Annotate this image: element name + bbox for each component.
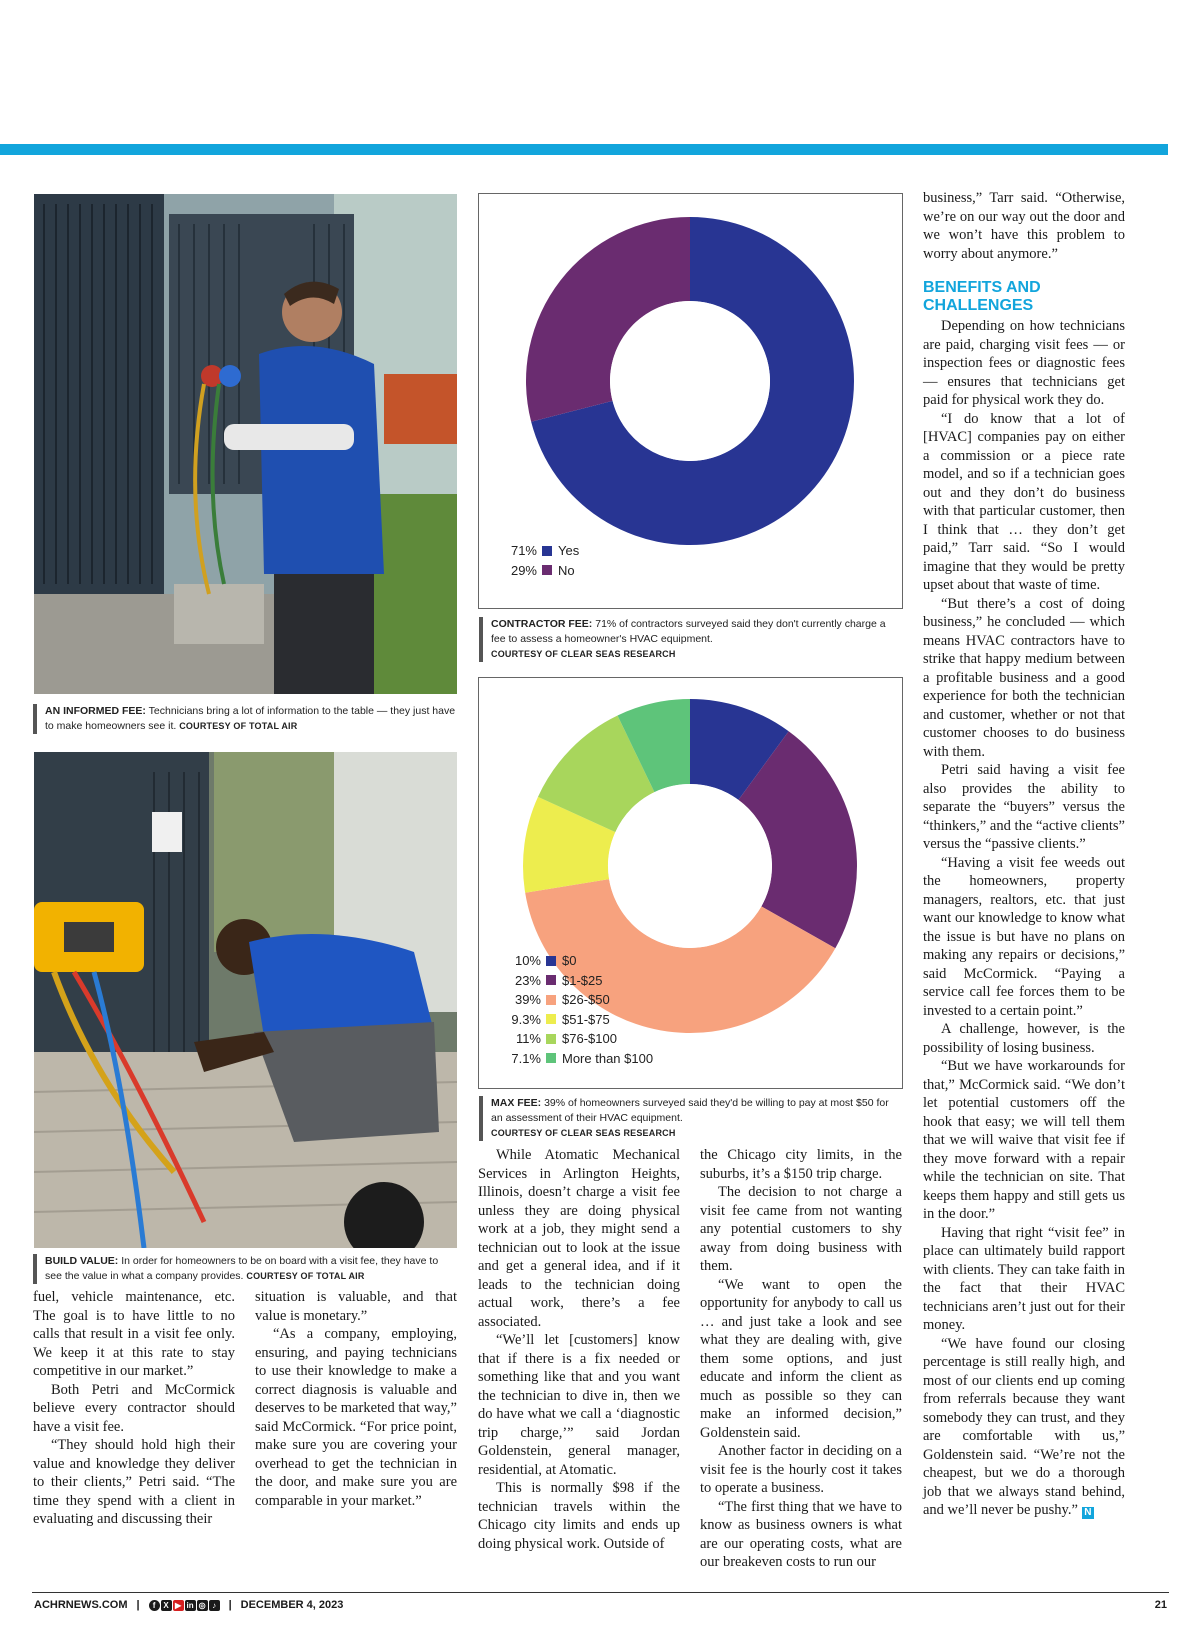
footer-site[interactable]: ACHRNEWS.COM — [34, 1599, 128, 1611]
paragraph: “They should hold high their value and knowledge they deliver to their clients,” Petri said. “The time they spend with a client in evaluating and discussing their — [33, 1437, 235, 1527]
legend-item — [509, 561, 579, 581]
facebook-icon[interactable]: f — [149, 1600, 160, 1611]
photo-technician-kneeling — [34, 752, 457, 1248]
footer-rule — [32, 1592, 1169, 1593]
footer-separator: | — [136, 1599, 140, 1611]
x-icon[interactable]: X — [161, 1600, 172, 1611]
article-column-2 — [255, 1288, 457, 1510]
instagram-icon[interactable]: ◎ — [197, 1600, 208, 1611]
legend-swatch — [546, 956, 556, 966]
legend-percent: 29% — [510, 562, 537, 578]
legend-percent: 11% — [515, 1031, 541, 1047]
legend-item — [505, 1029, 653, 1049]
caption-text: Technicians bring a lot of information to the table — they just have to make homeowners see it. — [45, 705, 456, 732]
caption-text: 71% of contractors surveyed said they don't currently charge a fee to assess a homeowner's HVAC equipment. — [491, 618, 886, 645]
legend-percent: 23% — [514, 972, 541, 988]
chart-caption — [479, 617, 901, 662]
legend-percent: 71% — [510, 543, 537, 559]
paragraph — [923, 1335, 1125, 1520]
page-number: 21 — [1154, 1599, 1167, 1611]
legend-label: No — [558, 562, 575, 578]
caption-lead: BUILD VALUE: — [45, 1255, 119, 1267]
legend-percent: 10% — [514, 953, 541, 969]
legend-swatch — [546, 995, 556, 1005]
paragraph-text: “We have found our closing percentage is still really high, and most of our clients end up coming from referrals because they want somebody they can trust, and they are comfortable with us,” Goldenstein said. “We’re not the cheapest, but we do a thorough job that we always stand behind, and we’ll never be pushy.” — [923, 1335, 1125, 1518]
legend-swatch — [542, 546, 552, 556]
page-footer — [34, 1596, 1167, 1614]
end-mark-icon: N — [1082, 1507, 1094, 1519]
legend-item — [505, 951, 653, 971]
caption-lead: AN INFORMED FEE: — [45, 705, 146, 717]
legend-label: $1-$25 — [562, 972, 603, 988]
caption-lead: MAX FEE: — [491, 1097, 542, 1109]
paragraph: fuel, vehicle maintenance, etc. The goal is to have little to no calls that result in a visit fee only. We keep it at this rate to stay competitive in our market.” — [33, 1289, 235, 1379]
legend-percent: 39% — [514, 992, 541, 1008]
caption-credit: COURTESY OF TOTAL AIR — [246, 1271, 365, 1281]
chart-contractor-fee — [478, 193, 903, 609]
photo-caption — [33, 1254, 457, 1284]
legend-label: Yes — [558, 543, 580, 559]
legend-item — [509, 541, 579, 561]
caption-credit: COURTESY OF CLEAR SEAS RESEARCH — [491, 1128, 676, 1138]
youtube-icon[interactable]: ▶ — [173, 1600, 184, 1611]
paragraph: “We’ll let [customers] know that if there is a fix needed or something like that and you want the technician to dive in, then we do have what we call a ‘diagnostic trip charge,’” said Jordan Goldenstein, general manager, residential, at Atomatic. — [478, 1332, 680, 1478]
paragraph: While Atomatic Mechanical Services in Arlington Heights, Illinois, doesn’t charge a visit fee unless they are doing physical work at a job, they might send a technician out to look at the issue and get a general idea, and if it leads to the technician doing actual work, there’s a fee associated. — [478, 1147, 680, 1330]
legend-swatch — [546, 1053, 556, 1063]
legend-item — [505, 971, 653, 991]
paragraph: “Having a visit fee weeds out the homeowners, property managers, realtors, etc. that just want our knowledge to know what the issue is but have no plans on making any repairs or decisions,” said McCormick. “Paying a service call fee forces them to be invested to a certain point.” — [923, 854, 1125, 1019]
paragraph: “The first thing that we have to know as business owners is what are our operating costs, what are our breakeven costs to run our — [700, 1498, 902, 1570]
footer-date: DECEMBER 4, 2023 — [240, 1599, 344, 1611]
chart-max-fee — [478, 677, 903, 1089]
paragraph: the Chicago city limits, in the suburbs, it’s a $150 trip charge. — [700, 1147, 902, 1182]
paragraph: Both Petri and McCormick believe every contractor should have a visit fee. — [33, 1381, 235, 1435]
legend-label: $0 — [562, 953, 577, 969]
caption-lead: CONTRACTOR FEE: — [491, 618, 593, 630]
donut-hole — [610, 301, 770, 461]
top-accent-bar — [0, 144, 1168, 155]
tiktok-icon[interactable]: ♪ — [209, 1600, 220, 1611]
legend-label: More than $100 — [562, 1050, 654, 1066]
paragraph: “I do know that a lot of [HVAC] companies pay on either a commission or a piece rate model, and so if a technician goes out and they don’t do business with that particular customer, then I think that … they don’t get paid,” Tarr said. “So I would imagine that they would be pretty upset about that waste of time. — [923, 410, 1125, 593]
paragraph: business,” Tarr said. “Otherwise, we’re on our way out the door and we won’t have this problem to worry about anymore.” — [923, 190, 1125, 262]
legend-item — [505, 990, 653, 1010]
caption-credit: COURTESY OF TOTAL AIR — [179, 721, 298, 731]
paragraph: The decision to not charge a visit fee came from not wanting any potential customers to shy away from doing business with them. — [700, 1184, 902, 1274]
donut-hole — [608, 784, 772, 948]
chart-legend — [505, 951, 653, 1068]
photo-caption — [33, 704, 457, 734]
footer-separator: | — [228, 1599, 232, 1611]
legend-swatch — [542, 565, 552, 575]
legend-percent: 9.3% — [511, 1011, 541, 1027]
paragraph: A challenge, however, is the possibility of losing business. — [923, 1021, 1125, 1056]
caption-credit: COURTESY OF CLEAR SEAS RESEARCH — [491, 649, 676, 659]
article-column-5 — [923, 189, 1125, 1520]
paragraph: Depending on how technicians are paid, charging visit fees — or inspection fees or diagnostic fees — ensures that technicians get paid for physical work they do. — [923, 318, 1125, 408]
caption-text: In order for homeowners to be on board with a visit fee, they have to see the value in what a company provides. — [45, 1255, 439, 1282]
legend-item — [505, 1049, 653, 1069]
paragraph: Petri said having a visit fee also provides the ability to separate the “buyers” versus the “thinkers,” and the “active clients” versus the “passive clients.” — [923, 762, 1125, 852]
paragraph: situation is valuable, and that value is monetary.” — [255, 1289, 457, 1324]
paragraph: “We want to open the opportunity for anybody to call us … and just take a look and see what they are dealing with, give them some options, and just educate and inform the client as much as possible so they can make an informed decision,” Goldenstein said. — [700, 1276, 902, 1441]
article-column-3 — [478, 1146, 680, 1553]
chart-caption — [479, 1096, 901, 1141]
article-column-1 — [33, 1288, 235, 1529]
section-heading: BENEFITS AND CHALLENGES — [923, 279, 1041, 314]
legend-swatch — [546, 1034, 556, 1044]
legend-item — [505, 1010, 653, 1030]
legend-label: $76-$100 — [562, 1031, 617, 1047]
caption-text: 39% of homeowners surveyed said they'd be willing to pay at most $50 for an assessment of their HVAC equipment. — [491, 1097, 889, 1124]
legend-label: $51-$75 — [562, 1011, 610, 1027]
legend-swatch — [546, 975, 556, 985]
article-column-4 — [700, 1146, 902, 1572]
paragraph: “But we have workarounds for that,” McCormick said. “We don’t let potential customers off the hook that easy; we will tell them that we will waive that visit fee if they move forward with a repair while the technician on site. That keeps them happy and still gets us in the door.” — [923, 1058, 1125, 1222]
legend-percent: 7.1% — [511, 1050, 541, 1066]
paragraph: “But there’s a cost of doing business,” he concluded — which means HVAC contractors have to strike that happy medium between a profitable business and a good experience for both the technician and customer, whether or not that customer chooses to do business with them. — [923, 595, 1125, 760]
legend-label: $26-$50 — [562, 992, 610, 1008]
photo-technician-gauges — [34, 194, 457, 694]
chart-legend — [509, 541, 579, 580]
paragraph: Another factor in deciding on a visit fee is the hourly cost it takes to operate a business. — [700, 1443, 902, 1496]
paragraph: Having that right “visit fee” in place can ultimately build rapport with clients. They can take faith in the fact that their HVAC technicians aren’t just out for their money. — [923, 1224, 1125, 1333]
legend-swatch — [546, 1014, 556, 1024]
paragraph: “As a company, employing, ensuring, and paying technicians to use their knowledge to make a correct diagnosis is valuable and deserves to be marketed that way,” said McCormick. “For price point, make sure you are covering your overhead to get the technician in the door, and make sure you are comparable in your market.” — [255, 1326, 457, 1509]
social-icons — [149, 1600, 220, 1611]
linkedin-icon[interactable]: in — [186, 1600, 194, 1610]
paragraph: This is normally $98 if the technician travels within the Chicago city limits and ends up doing physical work. Outside of — [478, 1480, 680, 1552]
